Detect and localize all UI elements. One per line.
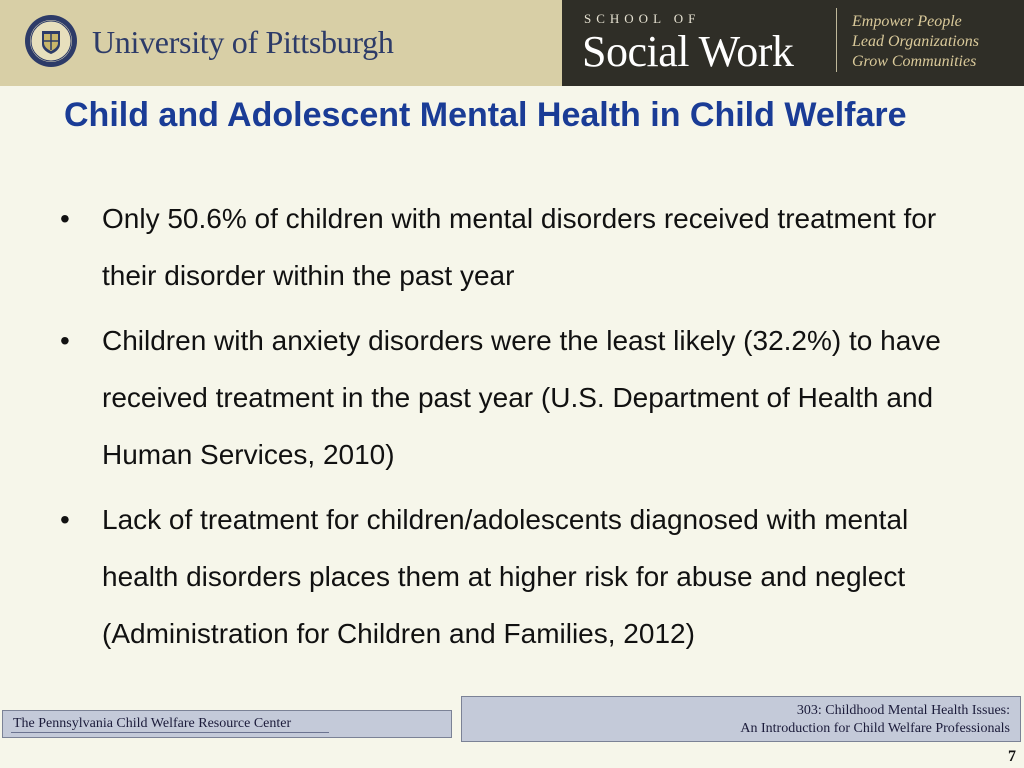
university-seal-icon — [24, 14, 78, 68]
tagline-line: Grow Communities — [852, 53, 977, 70]
school-name: Social Work — [582, 27, 794, 76]
bullet-dot: • — [60, 203, 70, 234]
footer-course — [461, 696, 1021, 742]
bullet-text: Lack of treatment for children/adolescents diagnosed with mental health disorders places them at higher risk for abuse and neglect (Administration for Children and Families, 2012) — [102, 504, 909, 649]
tagline-line: Lead Organizations — [852, 33, 979, 50]
bullet-item — [60, 491, 980, 662]
footer-organization — [2, 710, 452, 738]
tagline-line: Empower People — [852, 13, 962, 30]
bullet-dot: • — [60, 504, 70, 535]
school-of-label: SCHOOL OF — [584, 11, 701, 26]
bullet-dot: • — [60, 325, 70, 356]
university-banner — [0, 0, 562, 86]
school-banner — [562, 0, 1024, 86]
page-number: 7 — [1008, 748, 1016, 765]
school-tagline — [852, 12, 979, 72]
footer-organization-text: The Pennsylvania Child Welfare Resource Center — [13, 716, 292, 731]
slide-title: Child and Adolescent Mental Health in Child Welfare — [64, 96, 907, 134]
banner-divider — [836, 8, 837, 72]
footer-course-line1: 303: Childhood Mental Health Issues: — [796, 703, 1010, 718]
university-name: University of Pittsburgh — [92, 24, 394, 60]
bullet-item — [60, 312, 980, 483]
bullet-text: Only 50.6% of children with mental disorders received treatment for their disorder within the past year — [102, 203, 937, 291]
bullet-item — [60, 190, 980, 304]
slide-header — [0, 0, 1024, 86]
bullet-list — [60, 190, 980, 670]
footer-underline — [11, 732, 329, 733]
bullet-text: Children with anxiety disorders were the least likely (32.2%) to have received treatment in the past year (U.S. Department of Health and Human Services, 2010) — [102, 325, 941, 470]
footer-course-line2: An Introduction for Child Welfare Professionals — [740, 721, 1010, 736]
